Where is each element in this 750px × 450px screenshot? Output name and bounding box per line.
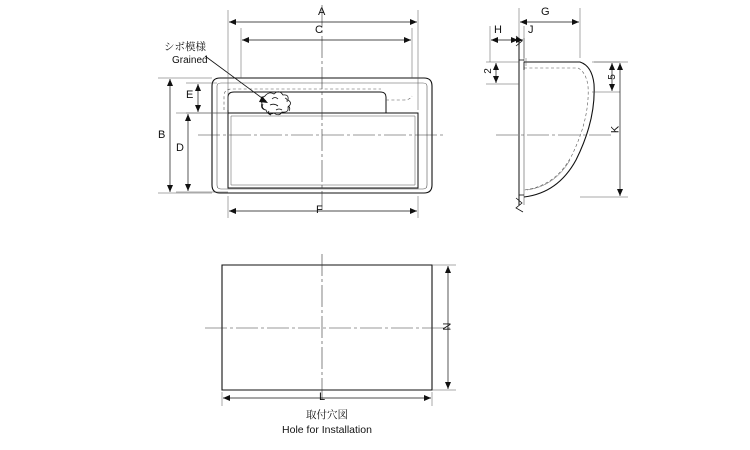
grained-annotation-jp: シボ模様	[164, 41, 206, 53]
grained-annotation-en: Grained	[172, 55, 208, 66]
grain-texture-symbol	[261, 92, 291, 115]
side-view-outline	[516, 36, 594, 212]
dimension-label-G: G	[541, 6, 550, 18]
dimension-label-C: C	[315, 24, 323, 36]
hole-view-caption-jp: 取付穴図	[306, 409, 348, 421]
dimension-label-N: N	[441, 322, 454, 331]
dimension-label-D: D	[176, 142, 184, 154]
dimension-label-J: J	[528, 24, 534, 36]
dimension-label-5: 5	[607, 74, 618, 80]
dimension-label-K: K	[609, 125, 622, 134]
dimension-label-2: 2	[483, 68, 494, 74]
hole-view-centerlines	[205, 254, 450, 400]
dimension-label-E: E	[186, 89, 194, 101]
dimension-label-L: L	[319, 391, 326, 403]
dimension-label-B: B	[158, 129, 166, 141]
dimension-label-A: A	[318, 6, 326, 18]
dimension-label-H: H	[494, 24, 502, 36]
hole-view-outline	[222, 265, 432, 390]
hole-view-dimension-lines	[222, 265, 456, 406]
dimension-label-F: F	[316, 204, 323, 216]
hole-view-caption-en: Hole for Installation	[282, 424, 372, 436]
side-view-dimension-lines	[483, 8, 628, 197]
